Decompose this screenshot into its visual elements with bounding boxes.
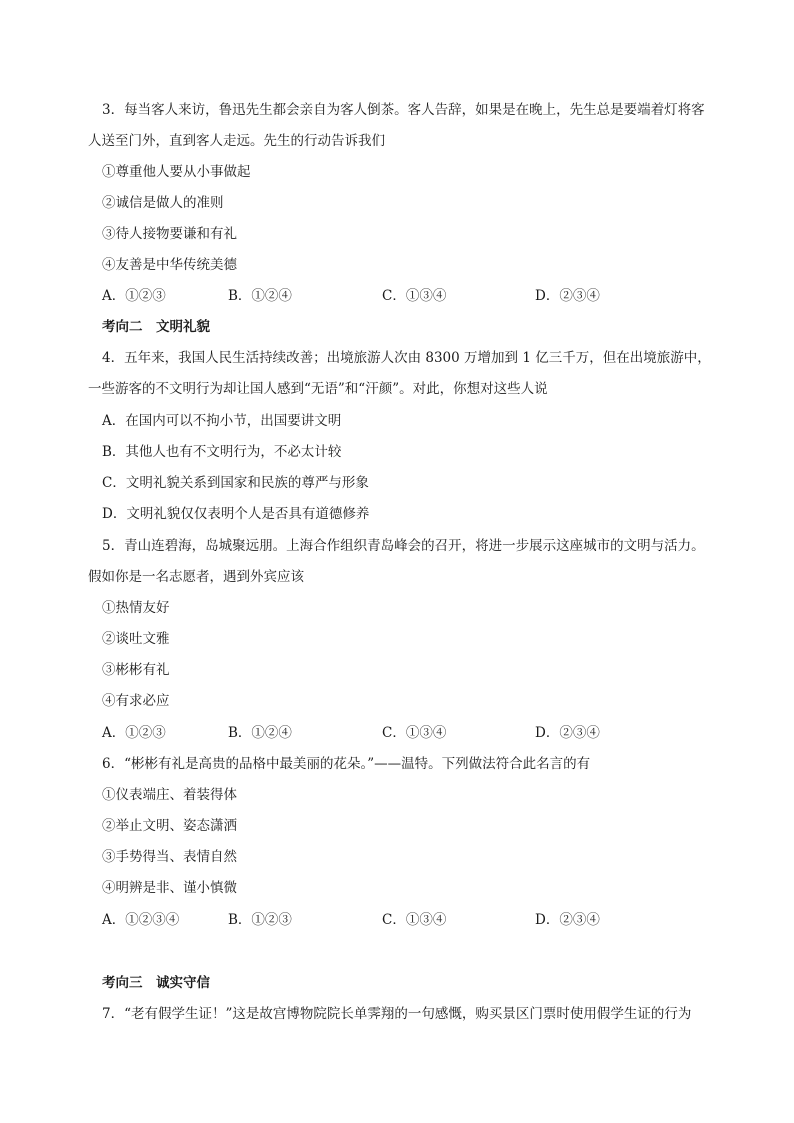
q4-choice-d: D．文明礼貌仅仅表明个人是否具有道德修养 [102, 506, 370, 522]
q5-item-2: ②谈吐文雅 [102, 631, 170, 647]
q5-choice-a: A．①②③ [102, 725, 166, 741]
q6-item-2: ②举止文明、姿态潇洒 [102, 818, 237, 834]
q3-item-4: ④友善是中华传统美德 [102, 257, 237, 273]
q5-stem-line-1: 5．青山连碧海，岛城聚远朋。上海合作组织青岛峰会的召开，将进一步展示这座城市的文明与活力。 [102, 538, 705, 554]
q5-choice-d: D．②③④ [535, 725, 600, 741]
q3-item-2: ②诚信是做人的准则 [102, 195, 224, 211]
q5-stem-line-2: 假如你是一名志愿者，遇到外宾应该 [88, 569, 304, 585]
q3-choice-c: C．①③④ [382, 288, 447, 304]
q3-choice-b: B．①②④ [228, 288, 292, 304]
q5-choice-b: B．①②④ [228, 725, 292, 741]
q6-item-1: ①仪表端庄、着装得体 [102, 787, 237, 803]
q5-item-4: ④有求必应 [102, 693, 170, 709]
q4-choice-a: A．在国内可以不拘小节，出国要讲文明 [102, 413, 342, 429]
q4-stem-line-1: 4．五年来，我国人民生活持续改善；出境旅游人次由 8300 万增加到 1 亿三千万，但在出境旅游中， [102, 350, 711, 366]
q5-item-3: ③彬彬有礼 [102, 662, 170, 678]
q3-item-1: ①尊重他人要从小事做起 [102, 164, 251, 180]
q5-item-1: ①热情友好 [102, 600, 170, 616]
q3-choice-d: D．②③④ [535, 288, 600, 304]
q6-choice-a: A．①②③④ [102, 912, 180, 928]
q7-stem-line-1: 7．“老有假学生证！”这是故宫博物院院长单霁翔的一句感慨，购买景区门票时使用假学生证的行为 [102, 1006, 692, 1022]
q5-choice-c: C．①③④ [382, 725, 447, 741]
q6-choice-c: C．①③④ [382, 912, 447, 928]
q6-choice-d: D．②③④ [535, 912, 600, 928]
q4-choice-c: C．文明礼貌关系到国家和民族的尊严与形象 [102, 475, 369, 491]
q6-stem-line-1: 6．“彬彬有礼是高贵的品格中最美丽的花朵。”——温特。下列做法符合此名言的有 [102, 756, 591, 772]
section-heading-3: 考向三 诚实守信 [102, 975, 210, 991]
q3-choice-a: A．①②③ [102, 288, 166, 304]
section-heading-2: 考向二 文明礼貌 [102, 319, 210, 335]
q6-choice-b: B．①②③ [228, 912, 292, 928]
q4-choice-b: B．其他人也有不文明行为，不必太计较 [102, 444, 342, 460]
q3-item-3: ③待人接物要谦和有礼 [102, 226, 237, 242]
q6-item-4: ④明辨是非、谨小慎微 [102, 880, 237, 896]
q3-stem-line-1: 3．每当客人来访，鲁迅先生都会亲自为客人倒茶。客人告辞，如果是在晚上，先生总是要端着灯将客 [102, 102, 705, 118]
q6-item-3: ③手势得当、表情自然 [102, 849, 237, 865]
q3-stem-line-2: 人送至门外，直到客人走远。先生的行动告诉我们 [88, 133, 385, 149]
q4-stem-line-2: 一些游客的不文明行为却让国人感到“无语”和“汗颜”。对此，你想对这些人说 [88, 381, 548, 397]
